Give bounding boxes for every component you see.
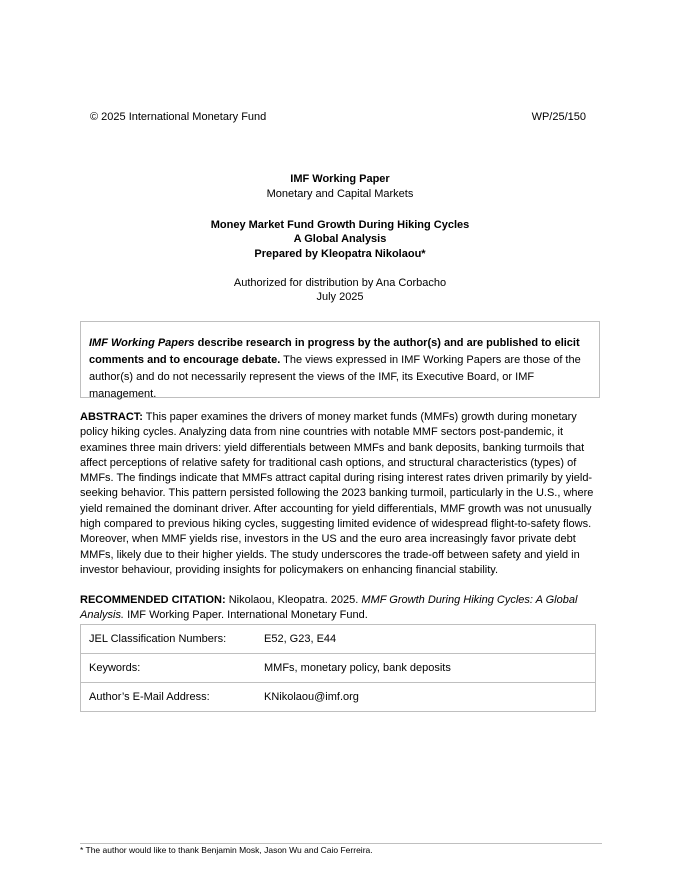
department: Monetary and Capital Markets — [266, 188, 414, 200]
jel-codes: E52, G23, E44 — [256, 625, 596, 654]
publication-date: July 2025 — [316, 291, 364, 303]
footnote: * The author would like to thank Benjamin Mosk, Jason Wu and Caio Ferreira. — [80, 845, 373, 855]
citation-label: RECOMMENDED CITATION: — [80, 594, 226, 606]
citation-rest: IMF Working Paper. International Monetary Fund. — [124, 609, 368, 622]
abstract-label: ABSTRACT: — [80, 411, 143, 423]
jel-label: JEL Classification Numbers: — [81, 625, 257, 654]
copyright-notice: © 2025 International Monetary Fund — [90, 111, 267, 123]
table-row — [81, 625, 596, 654]
footnote-divider — [80, 843, 602, 844]
working-paper-number: WP/25/150 — [531, 111, 586, 123]
disclaimer-lead: IMF Working Papers — [89, 337, 195, 349]
table-row — [81, 654, 596, 683]
author-email: KNikolaou@imf.org — [256, 683, 596, 712]
authorized-by: Authorized for distribution by Ana Corbacho — [233, 277, 447, 289]
abstract-text: This paper examines the drivers of money market funds (MMFs) growth during monetary policy hiking cycles. Analyzing data from nine countries with notable MMF sectors post-pandemic, it examines three main drivers: yield differentials between MMFs and bank deposits, banking turmoils that affect perceptions of relative safety for traditional cash options, and structural characteristics (types) of MMFs. The findings indicate that MMFs attract capital during rising interest rates driven primarily by yield-seeking behavior. This pattern persisted following the 2023 banking turmoil, particularly in the U.S., where yield remained the dominant driver. After accounting for yield differentials, MMF growth was not unusually high compared to previous hiking cycles, suggesting limited evidence of widespread flight-to-safety flows. Moreover, when MMF yields rise, investors in the US and the euro area increasingly favor private debt MMFs, likely due to their higher yields. The study underscores the trade-off between safety and yield in investor behaviour, providing insights for policymakers on enhancing financial stability. — [80, 411, 594, 576]
series-title: IMF Working Paper — [290, 173, 390, 185]
prepared-by: Prepared by Kleopatra Nikolaou* — [254, 248, 426, 260]
citation-title: MMF Growth During Hiking Cycles: A Global Analysis. — [80, 594, 578, 622]
email-label: Author’s E-Mail Address: — [81, 683, 257, 712]
citation-authors: Nikolaou, Kleopatra. 2025. — [225, 594, 362, 606]
paper-subtitle: A Global Analysis — [293, 233, 387, 245]
keywords-value: MMFs, monetary policy, bank deposits — [256, 654, 596, 683]
disclaimer-bold: describe research in progress by the author(s) and are published to elicit comments and to encourage debate. — [89, 337, 580, 366]
table-row — [81, 683, 596, 712]
paper-title: Money Market Fund Growth During Hiking Cycles — [210, 219, 470, 231]
disclaimer-plain: The views expressed in IMF Working Papers are those of the author(s) and do not necessarily represent the views of the IMF, its Executive Board, or IMF management. — [89, 354, 581, 400]
recommended-citation — [80, 593, 600, 624]
paper-info-table — [80, 624, 596, 712]
disclaimer-box — [80, 321, 600, 398]
disclaimer-text — [89, 335, 591, 403]
keywords-label: Keywords: — [81, 654, 257, 683]
abstract — [80, 410, 600, 578]
